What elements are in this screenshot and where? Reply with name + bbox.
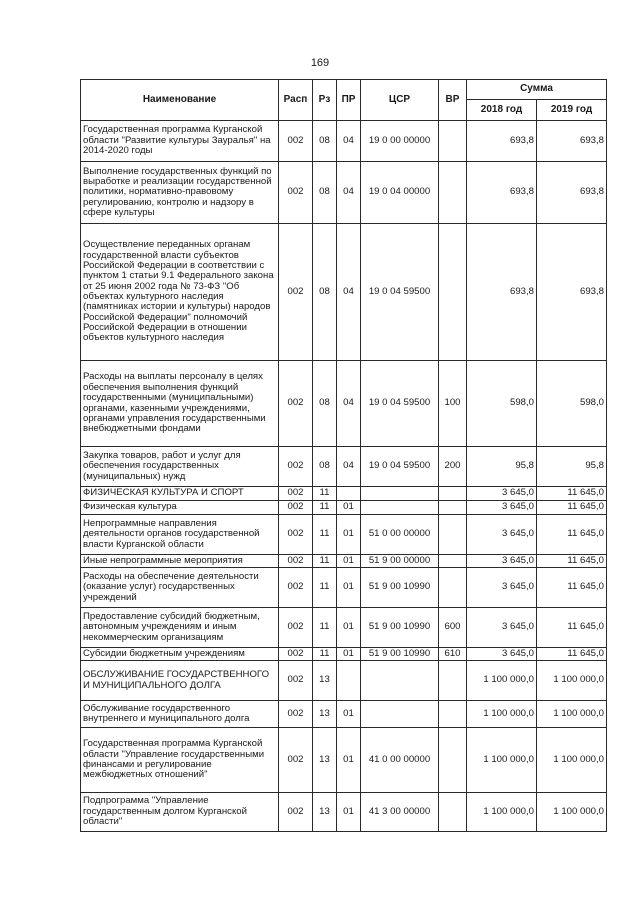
- cell-rz: 11: [313, 568, 337, 608]
- cell-rz: 11: [313, 555, 337, 568]
- cell-rasp: 002: [279, 224, 313, 361]
- cell-y2018: 598,0: [467, 361, 537, 447]
- cell-rasp: 002: [279, 793, 313, 832]
- cell-rz: 13: [313, 793, 337, 832]
- cell-rasp: 002: [279, 728, 313, 793]
- cell-rz: 08: [313, 121, 337, 162]
- cell-rasp: 002: [279, 568, 313, 608]
- header-vr: ВР: [439, 80, 467, 121]
- cell-rz: 08: [313, 162, 337, 224]
- cell-vr: [439, 555, 467, 568]
- budget-table: [80, 79, 607, 832]
- cell-y2018: 3 645,0: [467, 568, 537, 608]
- header-rz: Рз: [313, 80, 337, 121]
- cell-rasp: 002: [279, 648, 313, 661]
- cell-y2018: 3 645,0: [467, 487, 537, 501]
- cell-vr: [439, 121, 467, 162]
- cell-name: Выполнение государственных функций по выработке и реализации государственной политики, нормативно-правовому регулированию, контролю и надзору в сфере культуры: [81, 162, 279, 224]
- cell-csr: 19 0 04 00000: [361, 162, 439, 224]
- cell-rasp: 002: [279, 515, 313, 555]
- cell-name: Расходы на обеспечение деятельности (оказание услуг) государственных учреждений: [81, 568, 279, 608]
- table-row: [81, 224, 607, 361]
- cell-pr: 04: [337, 162, 361, 224]
- cell-csr: 19 0 04 59500: [361, 361, 439, 447]
- cell-rasp: 002: [279, 555, 313, 568]
- cell-pr: 01: [337, 608, 361, 648]
- cell-vr: [439, 501, 467, 515]
- cell-y2019: 598,0: [537, 361, 607, 447]
- cell-pr: 01: [337, 728, 361, 793]
- cell-rasp: 002: [279, 162, 313, 224]
- cell-rasp: 002: [279, 501, 313, 515]
- cell-csr: [361, 487, 439, 501]
- header-pr: ПР: [337, 80, 361, 121]
- cell-y2019: 11 645,0: [537, 501, 607, 515]
- cell-y2018: 3 645,0: [467, 608, 537, 648]
- cell-y2019: 95,8: [537, 447, 607, 487]
- table-row: [81, 501, 607, 515]
- cell-rz: 11: [313, 515, 337, 555]
- cell-y2019: 11 645,0: [537, 555, 607, 568]
- cell-y2019: 1 100 000,0: [537, 793, 607, 832]
- table-row: [81, 568, 607, 608]
- cell-name: Закупка товаров, работ и услуг для обеспечения государственных (муниципальных) нужд: [81, 447, 279, 487]
- cell-csr: 41 0 00 00000: [361, 728, 439, 793]
- cell-pr: 04: [337, 361, 361, 447]
- table-body: [81, 121, 607, 832]
- cell-pr: 01: [337, 515, 361, 555]
- cell-vr: 600: [439, 608, 467, 648]
- cell-name: Субсидии бюджетным учреждениям: [81, 648, 279, 661]
- table-row: [81, 447, 607, 487]
- cell-vr: [439, 728, 467, 793]
- cell-pr: 01: [337, 501, 361, 515]
- cell-name: Государственная программа Курганской области "Управление государственными финансами и регулирование межбюджетных отношений": [81, 728, 279, 793]
- cell-y2019: 11 645,0: [537, 568, 607, 608]
- cell-csr: 19 0 04 59500: [361, 224, 439, 361]
- cell-vr: 200: [439, 447, 467, 487]
- table-row: [81, 555, 607, 568]
- cell-csr: 51 9 00 10990: [361, 568, 439, 608]
- cell-name: Государственная программа Курганской области "Развитие культуры Зауралья" на 2014-2020 годы: [81, 121, 279, 162]
- cell-csr: 19 0 04 59500: [361, 447, 439, 487]
- cell-pr: 04: [337, 121, 361, 162]
- cell-pr: [337, 661, 361, 701]
- table-row: [81, 361, 607, 447]
- cell-rasp: 002: [279, 701, 313, 728]
- cell-csr: 51 0 00 00000: [361, 515, 439, 555]
- table-row: [81, 121, 607, 162]
- cell-pr: 01: [337, 648, 361, 661]
- cell-name: Обслуживание государственного внутреннего и муниципального долга: [81, 701, 279, 728]
- header-sum: Сумма: [467, 80, 607, 100]
- table-row: [81, 487, 607, 501]
- cell-y2018: 3 645,0: [467, 515, 537, 555]
- table-row: [81, 648, 607, 661]
- cell-pr: 04: [337, 224, 361, 361]
- cell-y2018: 1 100 000,0: [467, 661, 537, 701]
- cell-y2018: 1 100 000,0: [467, 793, 537, 832]
- cell-y2018: 693,8: [467, 162, 537, 224]
- cell-rz: 11: [313, 608, 337, 648]
- cell-y2018: 3 645,0: [467, 648, 537, 661]
- cell-name: Непрограммные направления деятельности органов государственной власти Курганской области: [81, 515, 279, 555]
- cell-rz: 08: [313, 447, 337, 487]
- cell-y2018: 3 645,0: [467, 501, 537, 515]
- cell-rasp: 002: [279, 487, 313, 501]
- table-row: [81, 701, 607, 728]
- cell-y2018: 693,8: [467, 224, 537, 361]
- page-number: 169: [310, 57, 330, 69]
- cell-csr: [361, 501, 439, 515]
- cell-pr: 01: [337, 568, 361, 608]
- cell-name: Иные непрограммные мероприятия: [81, 555, 279, 568]
- cell-csr: 19 0 00 00000: [361, 121, 439, 162]
- cell-rz: 08: [313, 361, 337, 447]
- cell-pr: 04: [337, 447, 361, 487]
- cell-rz: 08: [313, 224, 337, 361]
- cell-y2018: 95,8: [467, 447, 537, 487]
- cell-rz: 13: [313, 728, 337, 793]
- cell-rasp: 002: [279, 661, 313, 701]
- cell-vr: 610: [439, 648, 467, 661]
- cell-y2019: 11 645,0: [537, 648, 607, 661]
- cell-y2018: 693,8: [467, 121, 537, 162]
- header-2018: 2018 год: [467, 100, 537, 121]
- table-row: [81, 515, 607, 555]
- cell-pr: 01: [337, 701, 361, 728]
- cell-name: Подпрограмма "Управление государственным долгом Курганской области": [81, 793, 279, 832]
- cell-csr: 51 9 00 00000: [361, 555, 439, 568]
- cell-rz: 11: [313, 648, 337, 661]
- cell-rasp: 002: [279, 121, 313, 162]
- header-2019: 2019 год: [537, 100, 607, 121]
- cell-rz: 11: [313, 501, 337, 515]
- cell-vr: [439, 661, 467, 701]
- cell-y2018: 3 645,0: [467, 555, 537, 568]
- cell-csr: [361, 701, 439, 728]
- cell-csr: 51 9 00 10990: [361, 608, 439, 648]
- cell-y2019: 1 100 000,0: [537, 728, 607, 793]
- cell-vr: [439, 793, 467, 832]
- cell-vr: 100: [439, 361, 467, 447]
- cell-pr: [337, 487, 361, 501]
- cell-pr: 01: [337, 793, 361, 832]
- table-row: [81, 162, 607, 224]
- cell-vr: [439, 701, 467, 728]
- cell-name: Расходы на выплаты персоналу в целях обеспечения выполнения функций государственными (муниципальными) органами, казенными учреждениями, органами управления государственными внебюджетными фондами: [81, 361, 279, 447]
- cell-vr: [439, 568, 467, 608]
- header-rasp: Расп: [279, 80, 313, 121]
- header-name: Наименование: [81, 80, 279, 121]
- cell-y2019: 693,8: [537, 162, 607, 224]
- cell-rz: 13: [313, 661, 337, 701]
- cell-y2019: 1 100 000,0: [537, 661, 607, 701]
- cell-csr: [361, 661, 439, 701]
- cell-csr: 41 3 00 00000: [361, 793, 439, 832]
- cell-csr: 51 9 00 10990: [361, 648, 439, 661]
- cell-rz: 11: [313, 487, 337, 501]
- cell-rasp: 002: [279, 361, 313, 447]
- cell-name: Осуществление переданных органам государственной власти субъектов Российской Федерации в соответствии с пунктом 1 статьи 9.1 Федерального закона от 25 июня 2002 года № 73-ФЗ "Об объектах культурного наследия (памятниках истории и культуры) народов Российской Федерации" полномочий Российской Федерации в отношении объектов культурного наследия: [81, 224, 279, 361]
- cell-vr: [439, 487, 467, 501]
- cell-pr: 01: [337, 555, 361, 568]
- cell-y2019: 11 645,0: [537, 608, 607, 648]
- cell-y2018: 1 100 000,0: [467, 701, 537, 728]
- table-row: [81, 608, 607, 648]
- table-row: [81, 728, 607, 793]
- table-row: [81, 793, 607, 832]
- cell-y2019: 693,8: [537, 224, 607, 361]
- cell-vr: [439, 224, 467, 361]
- cell-rz: 13: [313, 701, 337, 728]
- cell-name: Физическая культура: [81, 501, 279, 515]
- cell-vr: [439, 162, 467, 224]
- header-csr: ЦСР: [361, 80, 439, 121]
- cell-y2019: 11 645,0: [537, 515, 607, 555]
- cell-name: ОБСЛУЖИВАНИЕ ГОСУДАРСТВЕННОГО И МУНИЦИПАЛЬНОГО ДОЛГА: [81, 661, 279, 701]
- cell-name: ФИЗИЧЕСКАЯ КУЛЬТУРА И СПОРТ: [81, 487, 279, 501]
- cell-rasp: 002: [279, 447, 313, 487]
- cell-y2019: 1 100 000,0: [537, 701, 607, 728]
- cell-y2019: 11 645,0: [537, 487, 607, 501]
- table-row: [81, 661, 607, 701]
- cell-rasp: 002: [279, 608, 313, 648]
- cell-vr: [439, 515, 467, 555]
- cell-name: Предоставление субсидий бюджетным, автономным учреждениям и иным некоммерческим организациям: [81, 608, 279, 648]
- cell-y2019: 693,8: [537, 121, 607, 162]
- cell-y2018: 1 100 000,0: [467, 728, 537, 793]
